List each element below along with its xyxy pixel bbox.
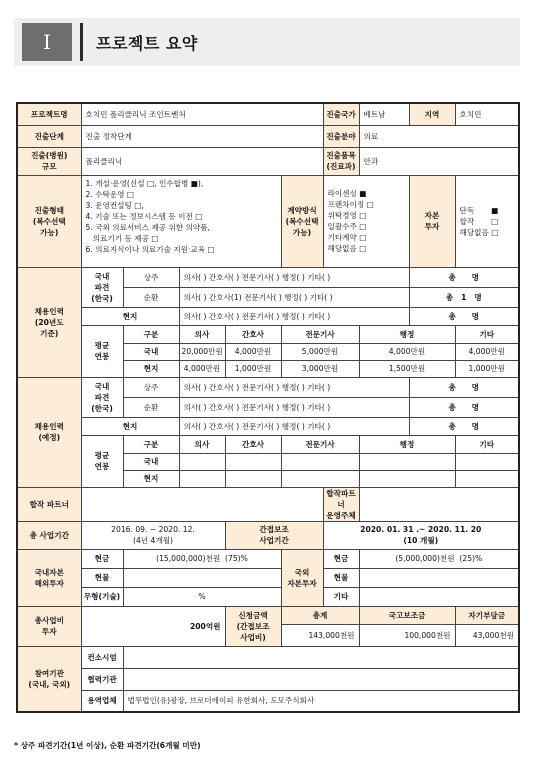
- plan-salary-cell: [359, 453, 455, 470]
- consortium-value: [123, 646, 519, 668]
- field-value: 의료: [359, 125, 519, 147]
- coop-value: [123, 668, 519, 690]
- label-partner: 합작 파트너: [17, 487, 81, 521]
- project-name-value: 호치민 폴리클리닉 조인트벤처: [81, 103, 323, 125]
- staff-resident: 의사( ) 간호사( ) 전문기사( ) 행정( ) 기타( ): [179, 267, 409, 287]
- label-hire-2016: 채용인력 (20년도 기준): [17, 267, 81, 377]
- plan-salary-cell: [225, 470, 281, 487]
- salary-kr-etc: 4,000만원: [455, 343, 519, 360]
- label-consortium: 컨소시엄: [81, 646, 123, 668]
- salary-kr-admin: 4,000만원: [359, 343, 455, 360]
- form-option-5b: 의료기기 등 제공 □: [85, 233, 159, 243]
- label-capital: 자본 투자: [409, 175, 455, 267]
- staff-rotating: 의사( ) 간호사(1) 전문기사( ) 행정( ) 기타( ): [179, 287, 409, 307]
- partner-org-value: [359, 487, 519, 521]
- label-rotating: 순환: [123, 287, 179, 307]
- section-header: [14, 18, 520, 66]
- contract-option: 일괄수주 □: [327, 222, 367, 231]
- plan-total-rotating: 총 명: [409, 397, 519, 417]
- col-type: 구분: [123, 325, 179, 343]
- form-option-2: 2. 수탁운영 □: [85, 189, 135, 199]
- plan-salary-cell: [225, 453, 281, 470]
- stage-value: 진출 정착단계: [81, 125, 323, 147]
- total-local: 총 명: [409, 307, 519, 325]
- plan-staff-rotating: 의사( ) 간호사( ) 전문기사( ) 행정( ) 기타( ): [179, 397, 409, 417]
- label-inkind: 현물: [81, 568, 123, 587]
- label-field: 진출분야: [323, 125, 359, 147]
- foreign-other-value: [359, 587, 519, 606]
- capital-option: 합작 □: [459, 216, 499, 226]
- col-tech: 전문기사: [281, 435, 359, 453]
- region-value: 호치민: [455, 103, 519, 125]
- contract-option: 해당없음 □: [327, 244, 367, 253]
- label-period: 총 사업기간: [17, 521, 81, 549]
- plan-salary-cell: [359, 470, 455, 487]
- form-option-3: 3. 운영컨설팅 □,: [85, 200, 144, 210]
- plan-salary-cell: [179, 453, 225, 470]
- label-coop: 협력기관: [81, 668, 123, 690]
- col-doctor: 의사: [179, 325, 225, 343]
- label-contract: 계약방식 (복수선택 가능): [281, 175, 323, 267]
- label-inkind: 현물: [323, 568, 359, 587]
- label-region: 지역: [409, 103, 455, 125]
- col-nurse: 간호사: [225, 325, 281, 343]
- contract-option: 프랜차이징 □: [327, 200, 374, 209]
- label-avg-salary: 평균 연봉: [81, 435, 123, 487]
- row-local: 현지: [123, 470, 179, 487]
- label-resident: 상주: [123, 377, 179, 397]
- total-resident: 총 명: [409, 267, 519, 287]
- label-cash: 현금: [81, 549, 123, 568]
- form-option-5: 5. 국외 의료서비스 제공 위한 의약품,: [85, 222, 210, 232]
- form-option-4: 4. 기술 또는 정보시스템 등 이전 □: [85, 211, 203, 221]
- footnote: * 상주 파견기간(1년 이상), 순환 파견기간(6개월 미만): [14, 741, 201, 750]
- label-local: 현지: [81, 307, 179, 325]
- label-intangible: 무형(기술): [81, 587, 123, 606]
- contract-option: 라이센싱 ■: [327, 189, 367, 198]
- row-domestic: 국내: [123, 343, 179, 360]
- salary-local-tech: 3,000만원: [281, 360, 359, 377]
- salary-local-nurse: 1,000만원: [225, 360, 281, 377]
- label-foreign: 국외 자본투자: [281, 549, 323, 606]
- label-kr-dispatch: 국내 파견 (한국): [81, 267, 123, 307]
- salary-kr-tech: 5,000만원: [281, 343, 359, 360]
- header-divider: [80, 23, 83, 61]
- label-kr-dispatch: 국내 파견 (한국): [81, 377, 123, 417]
- gov-value: 100,000천원: [359, 624, 455, 646]
- form-option-6: 6. 의료지식이나 의료기술 지원·교육 □: [85, 244, 215, 254]
- label-other: 기타: [323, 587, 359, 606]
- col-admin: 행정: [359, 435, 455, 453]
- plan-total-local: 총 명: [409, 417, 519, 435]
- interim-value: 2020. 01. 31 .~ 2020. 11. 20 (10 개월): [323, 521, 519, 549]
- plan-salary-cell: [281, 453, 359, 470]
- label-stage: 진출단계: [17, 125, 81, 147]
- country-value: 베트남: [359, 103, 409, 125]
- self-value: 43,000천원: [455, 624, 519, 646]
- plan-salary-cell: [179, 470, 225, 487]
- label-form: 진출형태 (복수선택 가능): [17, 175, 81, 267]
- col-type: 구분: [123, 435, 179, 453]
- label-project-name: 프로젝트명: [17, 103, 81, 125]
- label-local: 현지: [81, 417, 179, 435]
- contract-option: 위탁경영 □: [327, 211, 367, 220]
- contract-option: 기타계약 □: [327, 233, 367, 242]
- period-value: 2016. 09. ~ 2020. 12. (4년 4개월): [81, 521, 225, 549]
- label-scale: 진출(병원) 규모: [17, 147, 81, 175]
- item-value: 안과: [359, 147, 519, 175]
- total-rotating: 총 1 명: [409, 287, 519, 307]
- salary-local-doctor: 4,000만원: [179, 360, 225, 377]
- label-gov: 국고보조금: [359, 606, 455, 624]
- label-resident: 상주: [123, 267, 179, 287]
- col-etc: 기타: [455, 325, 519, 343]
- kr-cash-value: (15,000,000)천원 (75)%: [123, 549, 281, 568]
- label-orgs: 참여기관 (국내, 국외): [17, 646, 81, 712]
- col-doctor: 의사: [179, 435, 225, 453]
- col-etc: 기타: [455, 435, 519, 453]
- row-local: 현지: [123, 360, 179, 377]
- plan-salary-cell: [281, 470, 359, 487]
- partner-value: [81, 487, 323, 521]
- plan-total-resident: 총 명: [409, 377, 519, 397]
- salary-kr-doctor: 20,000만원: [179, 343, 225, 360]
- scale-value: 폴리클리닉: [81, 147, 323, 175]
- project-summary-table: [16, 102, 520, 713]
- kr-inkind-value: [123, 568, 281, 587]
- col-nurse: 간호사: [225, 435, 281, 453]
- foreign-cash-value: (5,000,000)천원 (25)%: [359, 549, 519, 568]
- form-option-1: 1. 개설·운영(신설 □, 인수합병 ■),: [85, 178, 204, 188]
- salary-kr-nurse: 4,000만원: [225, 343, 281, 360]
- salary-local-etc: 1,000만원: [455, 360, 519, 377]
- section-number: I: [22, 23, 72, 61]
- plan-salary-cell: [455, 453, 519, 470]
- plan-staff-resident: 의사( ) 간호사( ) 전문기사( ) 행정( ) 기타( ): [179, 377, 409, 397]
- col-admin: 행정: [359, 325, 455, 343]
- label-partner-org: 합작파트너 운영주체: [323, 487, 359, 521]
- label-cash: 현금: [323, 549, 359, 568]
- capital-options: [455, 175, 519, 267]
- salary-local-admin: 1,500만원: [359, 360, 455, 377]
- label-country: 진출국가: [323, 103, 359, 125]
- label-apply: 신청금액 (간접보조 사업비): [225, 606, 281, 646]
- plan-salary-cell: [455, 470, 519, 487]
- vendor-value: 법무법인(유)광장, 브로더에이피 유한회사, 도모주식회사: [123, 690, 519, 712]
- plan-staff-local: 의사( ) 간호사( ) 전문기사( ) 행정( ) 기타( ): [179, 417, 409, 435]
- label-self: 자기부담금: [455, 606, 519, 624]
- capital-option: 해당없음 □: [459, 227, 499, 237]
- label-sum: 총계: [281, 606, 359, 624]
- intangible-percent: %: [123, 587, 281, 606]
- staff-local: 의사( ) 간호사( ) 전문기사( ) 행정( ) 기타( ): [179, 307, 409, 325]
- contract-options: [323, 175, 409, 267]
- label-hire-plan: 채용인력 (예정): [17, 377, 81, 487]
- form-options: [81, 175, 281, 267]
- foreign-inkind-value: [359, 568, 519, 587]
- capital-option: 단독 ■: [459, 205, 499, 215]
- label-avg-salary: 평균 연봉: [81, 325, 123, 377]
- total-cost-value: 200억원: [81, 606, 225, 646]
- section-title: 프로젝트 요약: [96, 34, 198, 53]
- label-item: 진출품목 (진료과): [323, 147, 359, 175]
- label-vendor: 용역업체: [81, 690, 123, 712]
- label-total-cost: 총사업비 투자: [17, 606, 81, 646]
- row-domestic: 국내: [123, 453, 179, 470]
- label-kr-invest: 국내자본 해외투자: [17, 549, 81, 606]
- sum-value: 143,000천원: [281, 624, 359, 646]
- label-rotating: 순환: [123, 397, 179, 417]
- col-tech: 전문기사: [281, 325, 359, 343]
- label-interim: 간접보조 사업기간: [225, 521, 323, 549]
